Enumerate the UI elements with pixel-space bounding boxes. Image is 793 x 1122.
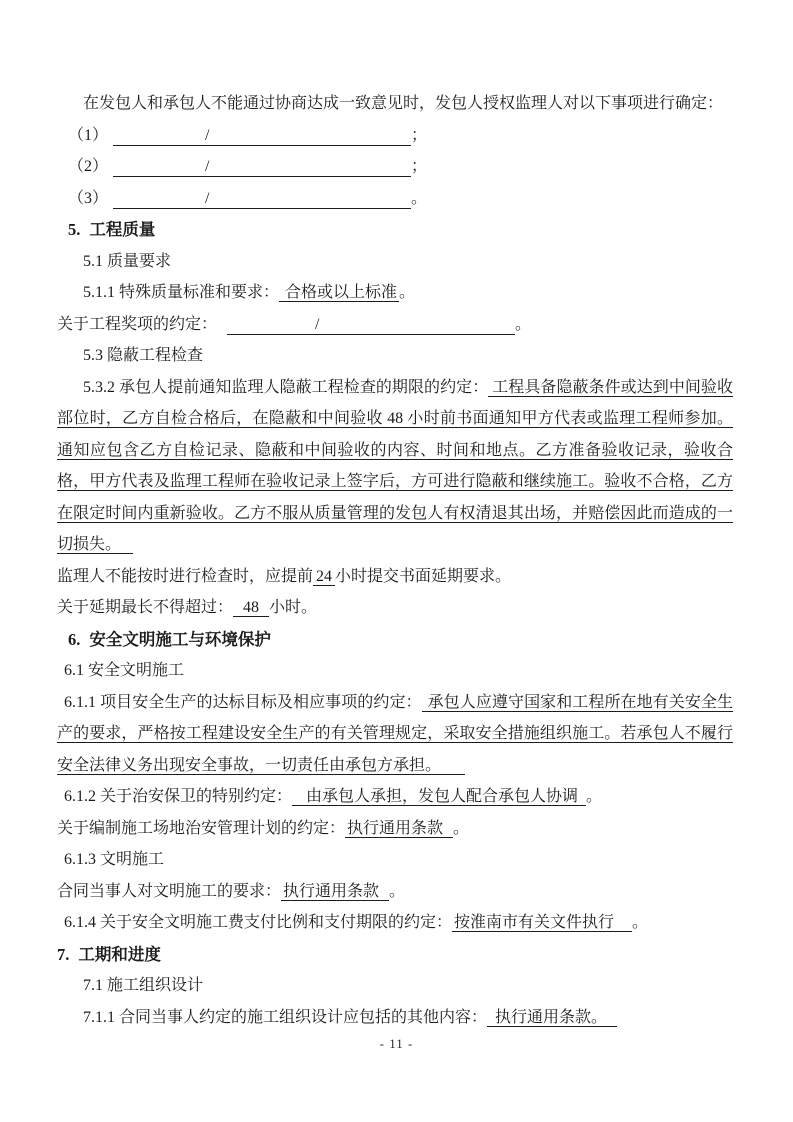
clause-5-3-2-label: 5.3.2 承包人提前通知监理人隐蔽工程检查的期限的约定： [83,378,489,396]
max-delay-tail: 小时。 [269,599,318,616]
blank-field-2 [113,157,411,177]
blank-item-2 [68,151,733,183]
section-5-title: 工程质量 [89,220,156,239]
blank-field-1 [113,126,411,146]
section-7-title: 工期和进度 [78,944,161,964]
clause-7-1-1-label: 7.1.1 合同当事人约定的施工组织设计应包括的其他内容： [83,1008,488,1026]
section-6-title: 安全文明施工与环境保护 [89,629,271,649]
clause-5-1-1-tail: 。 [399,284,416,301]
clause-6-1-4-label: 6.1.4 关于安全文明施工费支付比例和支付期限的约定： [64,914,453,931]
award-blank-field [227,315,515,335]
clause-6-1: 6.1 安全文明施工 [64,662,185,679]
clause-6-1-1-label: 6.1.1 项目安全生产的达标目标及相应事项的约定： [64,693,422,711]
clause-5-1-1-fill: 合格或以上标准 [279,284,399,302]
item-1-label: （1） [68,126,109,144]
intro-paragraph: 在发包人和承包人不能通过协商达成一致意见时，发包人授权监理人对以下事项进行确定： [83,95,724,112]
supervisor-delay-tail: 小时提交书面延期要求。 [335,567,512,585]
clause-5-1-1-label: 5.1.1 特殊质量标准和要求： [83,284,280,301]
civilized-requirement-clause [57,876,733,908]
clause-6-1-2-tail: 。 [586,788,603,805]
clause-6-1-1 [57,687,733,782]
max-delay-label: 关于延期最长不得超过： [57,599,234,616]
clause-5-1: 5.1 质量要求 [83,252,172,270]
blank-item-3 [68,183,733,215]
supervisor-delay-clause [57,561,733,593]
max-delay-fill: 48 [233,599,269,617]
slash-placeholder: / [315,315,320,333]
slash-placeholder: / [205,158,210,175]
section-5-heading [68,214,733,246]
section-5-number: 5. [68,220,81,239]
clause-6-1-4-fill: 按淮南市有关文件执行 [452,914,632,932]
clause-6-1-2-fill: 由承包人承担，发包人配合承包人协调 [292,788,586,806]
award-label: 关于工程奖项的约定： [57,315,218,333]
page-number: - 11 - [379,1036,414,1051]
clause-6-1-4-tail: 。 [632,914,649,931]
item-1-tail: ； [411,126,428,144]
civilized-requirement-label: 合同当事人对文明施工的要求： [57,882,282,900]
supervisor-delay-fill: 24 [313,568,335,586]
blank-field-3 [113,189,411,209]
item-3-label: （3） [68,189,109,207]
civilized-requirement-tail: 。 [389,882,406,900]
clause-5-3: 5.3 隐蔽工程检查 [83,347,204,364]
security-plan-fill: 执行通用条款 [345,820,453,838]
security-plan-label: 关于编制施工场地治安管理计划的约定： [57,819,346,837]
clause-7-1-1-fill: 执行通用条款。 [487,1009,617,1027]
blank-item-1 [68,120,733,152]
section-7-number: 7. [57,944,70,964]
civilized-requirement-fill: 执行通用条款 [281,883,389,901]
clause-6-1-1-fill: 承包人应遵守国家和工程所在地有关安全生产的要求，严格按工程建设安全生产的有关管理规定，采取安全措施组织施工。若承包人不履行安全法律义务出现安全事故，一切责任由承包方承担。 [57,693,733,774]
clause-5-3-2 [57,372,733,561]
clause-6-1-3: 6.1.3 文明施工 [64,851,165,868]
clause-7-1: 7.1 施工组织设计 [83,977,204,994]
section-7-heading [57,939,733,971]
clause-5-1-1 [83,277,733,309]
slash-placeholder: / [205,189,210,207]
clause-6-1-2 [64,781,733,813]
item-3-tail: 。 [411,189,428,207]
clause-6-1-2-label: 6.1.2 关于治安保卫的特别约定： [64,788,293,805]
item-2-label: （2） [68,158,109,175]
clause-7-1-1 [83,1002,733,1034]
slash-placeholder: / [205,126,210,144]
section-6-heading [68,624,733,656]
item-2-tail: ； [411,158,428,175]
section-6-number: 6. [68,629,81,649]
max-delay-clause [57,592,733,624]
award-tail: 。 [515,315,532,333]
award-clause [57,309,733,341]
supervisor-delay-label: 监理人不能按时进行检查时，应提前 [57,567,314,585]
clause-5-3-2-fill: 工程具备隐蔽条件或达到中间验收部位时，乙方自检合格后，在隐蔽和中间验收 48 小时前书面通知甲方代表或监理工程师参加。通知应包含乙方自检记录、隐蔽和中间验收的内容、时间和地点。乙方准备验收记录，验收合格，甲方代表及监理工程师在验收记录上签字后，方可进行隐蔽和继续施工。验收不合格，乙方在限定时间内重新验收。乙方不服从质量管理的发包人有权清退其出场，并赔偿因此而造成的一切损失。 [57,378,733,553]
security-plan-clause [57,813,733,845]
clause-6-1-4 [64,907,733,939]
security-plan-tail: 。 [453,819,470,837]
